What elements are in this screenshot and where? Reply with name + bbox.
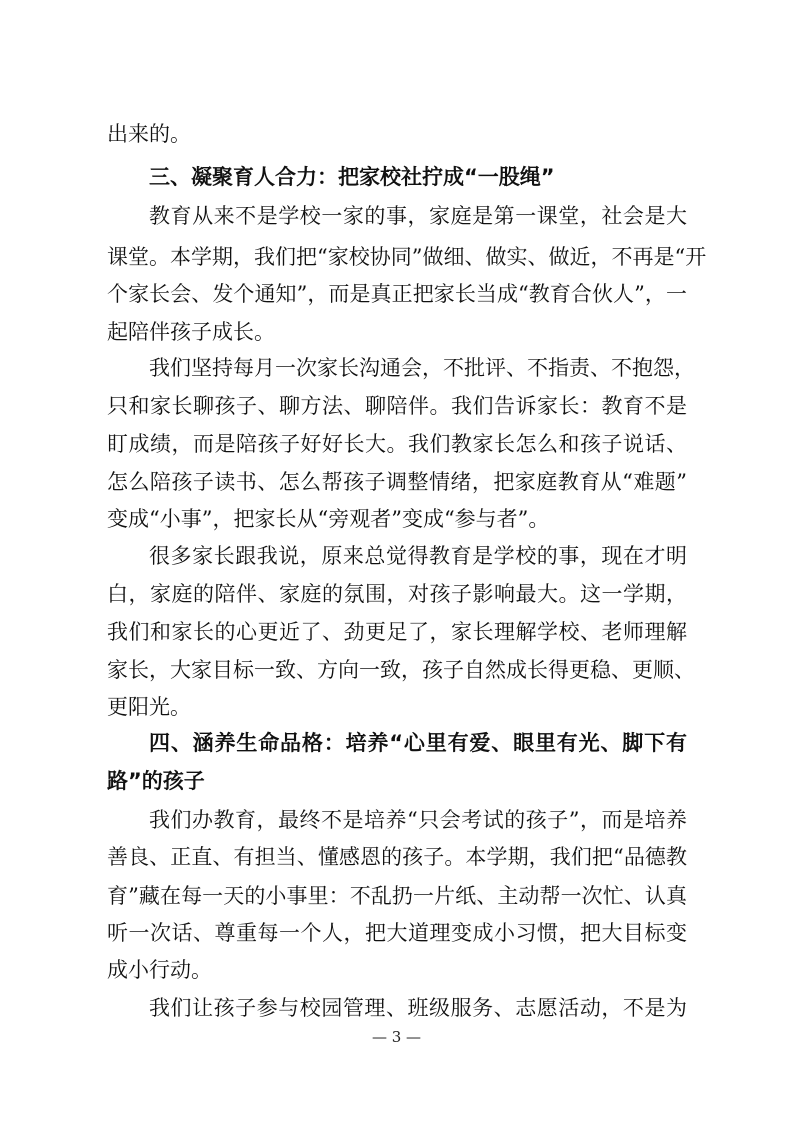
body-text-line: 盯成绩，而是陪孩子好好长大。我们教家长怎么和孩子说话、 — [107, 432, 687, 456]
body-text-line: 更阳光。 — [107, 695, 191, 719]
body-text-line: 我们办教育，最终不是培养“只会考试的孩子”，而是培养 — [149, 808, 687, 832]
body-text-line: 起陪伴孩子成长。 — [107, 320, 275, 344]
body-text-line: 我们和家长的心更近了、劲更足了，家长理解学校、老师理解 — [107, 620, 687, 644]
body-text-line: 白，家庭的陪伴、家庭的氛围，对孩子影响最大。这一学期， — [107, 582, 687, 606]
body-text-line: 成小行动。 — [107, 958, 212, 982]
body-text-line: 听一次话、尊重每一个人，把大道理变成小习惯，把大目标变 — [107, 921, 687, 945]
section-heading-4: 四、涵养生命品格：培养“心里有爱、眼里有光、脚下有 — [149, 731, 687, 755]
body-text-line: 育”藏在每一天的小事里：不乱扔一片纸、主动帮一次忙、认真 — [107, 884, 687, 908]
body-text-line: 家长，大家目标一致、方向一致，孩子自然成长得更稳、更顺、 — [107, 658, 695, 682]
body-text-line: 很多家长跟我说，原来总觉得教育是学校的事，现在才明 — [149, 544, 687, 568]
page-number: — 3 — — [371, 1028, 422, 1046]
body-text-line: 善良、正直、有担当、懂感恩的孩子。本学期，我们把“品德教 — [107, 845, 687, 869]
section-heading-3: 三、凝聚育人合力：把家校社拧成“一股绳” — [149, 165, 555, 189]
body-text-line: 变成“小事”，把家长从“旁观者”变成“参与者”。 — [107, 507, 550, 531]
body-text-line: 个家长会、发个通知”，而是真正把家长当成“教育合伙人”，一 — [107, 282, 687, 306]
body-text-line: 课堂。本学期，我们把“家校协同”做细、做实、做近，不再是“开 — [107, 245, 707, 269]
body-text-line: 出来的。 — [107, 122, 191, 146]
body-text-line: 教育从来不是学校一家的事，家庭是第一课堂，社会是大 — [149, 204, 687, 228]
body-text-line: 怎么陪孩子读书、怎么帮孩子调整情绪，把家庭教育从“难题” — [107, 470, 687, 494]
body-text-line: 我们让孩子参与校园管理、班级服务、志愿活动，不是为 — [149, 996, 687, 1020]
body-text-line: 只和家长聊孩子、聊方法、聊陪伴。我们告诉家长：教育不是 — [107, 394, 687, 418]
body-text-line: 我们坚持每月一次家长沟通会，不批评、不指责、不抱怨， — [149, 356, 695, 380]
section-heading-4-continued: 路”的孩子 — [107, 769, 205, 793]
